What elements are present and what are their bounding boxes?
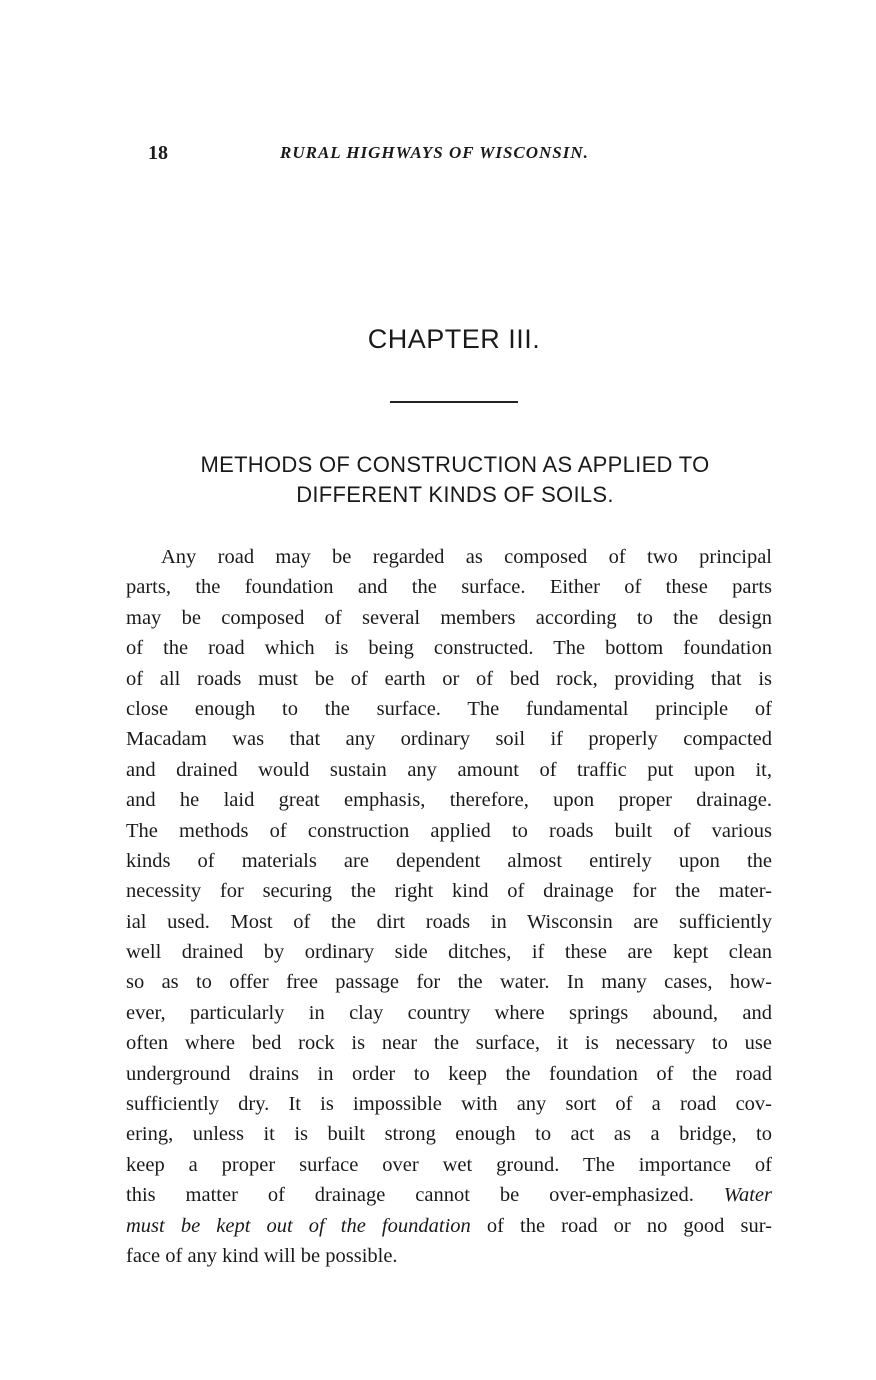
text-line: keep a proper surface over wet ground. The importance of bbox=[126, 1153, 772, 1176]
section-heading-line: DIFFERENT KINDS OF SOILS. bbox=[296, 482, 614, 507]
text-line: necessity for securing the right kind of drainage for the mater- bbox=[126, 880, 772, 903]
italic-text-run: Water bbox=[723, 1184, 772, 1207]
text-line: Any road may be regarded as composed of two principal bbox=[161, 546, 772, 568]
text-line bbox=[126, 1211, 772, 1241]
section-heading bbox=[140, 450, 770, 510]
text-line: The methods of construction applied to roads built of various bbox=[126, 819, 772, 842]
text-line: of the road which is being constructed. The bottom foundation bbox=[126, 637, 772, 660]
chapter-rule bbox=[390, 401, 518, 403]
text-line: Macadam was that any ordinary soil if properly compacted bbox=[126, 728, 772, 751]
text-line: ering, unless it is built strong enough to act as a bridge, to bbox=[126, 1123, 772, 1146]
text-line: and he laid great emphasis, therefore, upon proper drainage. bbox=[126, 789, 772, 812]
text-line bbox=[126, 1180, 772, 1210]
body-paragraph bbox=[126, 542, 772, 1271]
text-line: ever, particularly in clay country where springs abound, and bbox=[126, 1001, 772, 1024]
text-line: underground drains in order to keep the foundation of the road bbox=[126, 1062, 772, 1085]
text-line: sufficiently dry. It is impossible with any sort of a road cov- bbox=[126, 1093, 772, 1116]
text-line: of all roads must be of earth or of bed rock, providing that is bbox=[126, 667, 772, 690]
text-run: of the road or no good sur- bbox=[486, 1214, 772, 1237]
running-head: RURAL HIGHWAYS OF WISCONSIN. bbox=[280, 143, 589, 162]
text-line: close enough to the surface. The fundamental principle of bbox=[126, 697, 772, 720]
text-line: face of any kind will be possible. bbox=[126, 1244, 398, 1267]
text-line: so as to offer free passage for the water. In many cases, how- bbox=[126, 971, 772, 994]
text-line: may be composed of several members according to the design bbox=[126, 606, 772, 629]
page-number: 18 bbox=[148, 142, 168, 164]
text-line: kinds of materials are dependent almost entirely upon the bbox=[126, 849, 772, 872]
text-line: well drained by ordinary side ditches, if these are kept clean bbox=[126, 941, 772, 964]
text-line: parts, the foundation and the surface. Either of these parts bbox=[126, 576, 772, 599]
text-line: and drained would sustain any amount of traffic put upon it, bbox=[126, 758, 772, 781]
text-line: often where bed rock is near the surface, it is necessary to use bbox=[126, 1032, 772, 1055]
text-run: this matter of drainage cannot be over-emphasized. bbox=[126, 1184, 694, 1207]
italic-text-run: must be kept out of the foundation bbox=[126, 1214, 471, 1237]
chapter-title: CHAPTER III. bbox=[367, 324, 541, 354]
text-line: ial used. Most of the dirt roads in Wisconsin are sufficiently bbox=[126, 910, 772, 933]
section-heading-line: METHODS OF CONSTRUCTION AS APPLIED TO bbox=[200, 452, 710, 477]
